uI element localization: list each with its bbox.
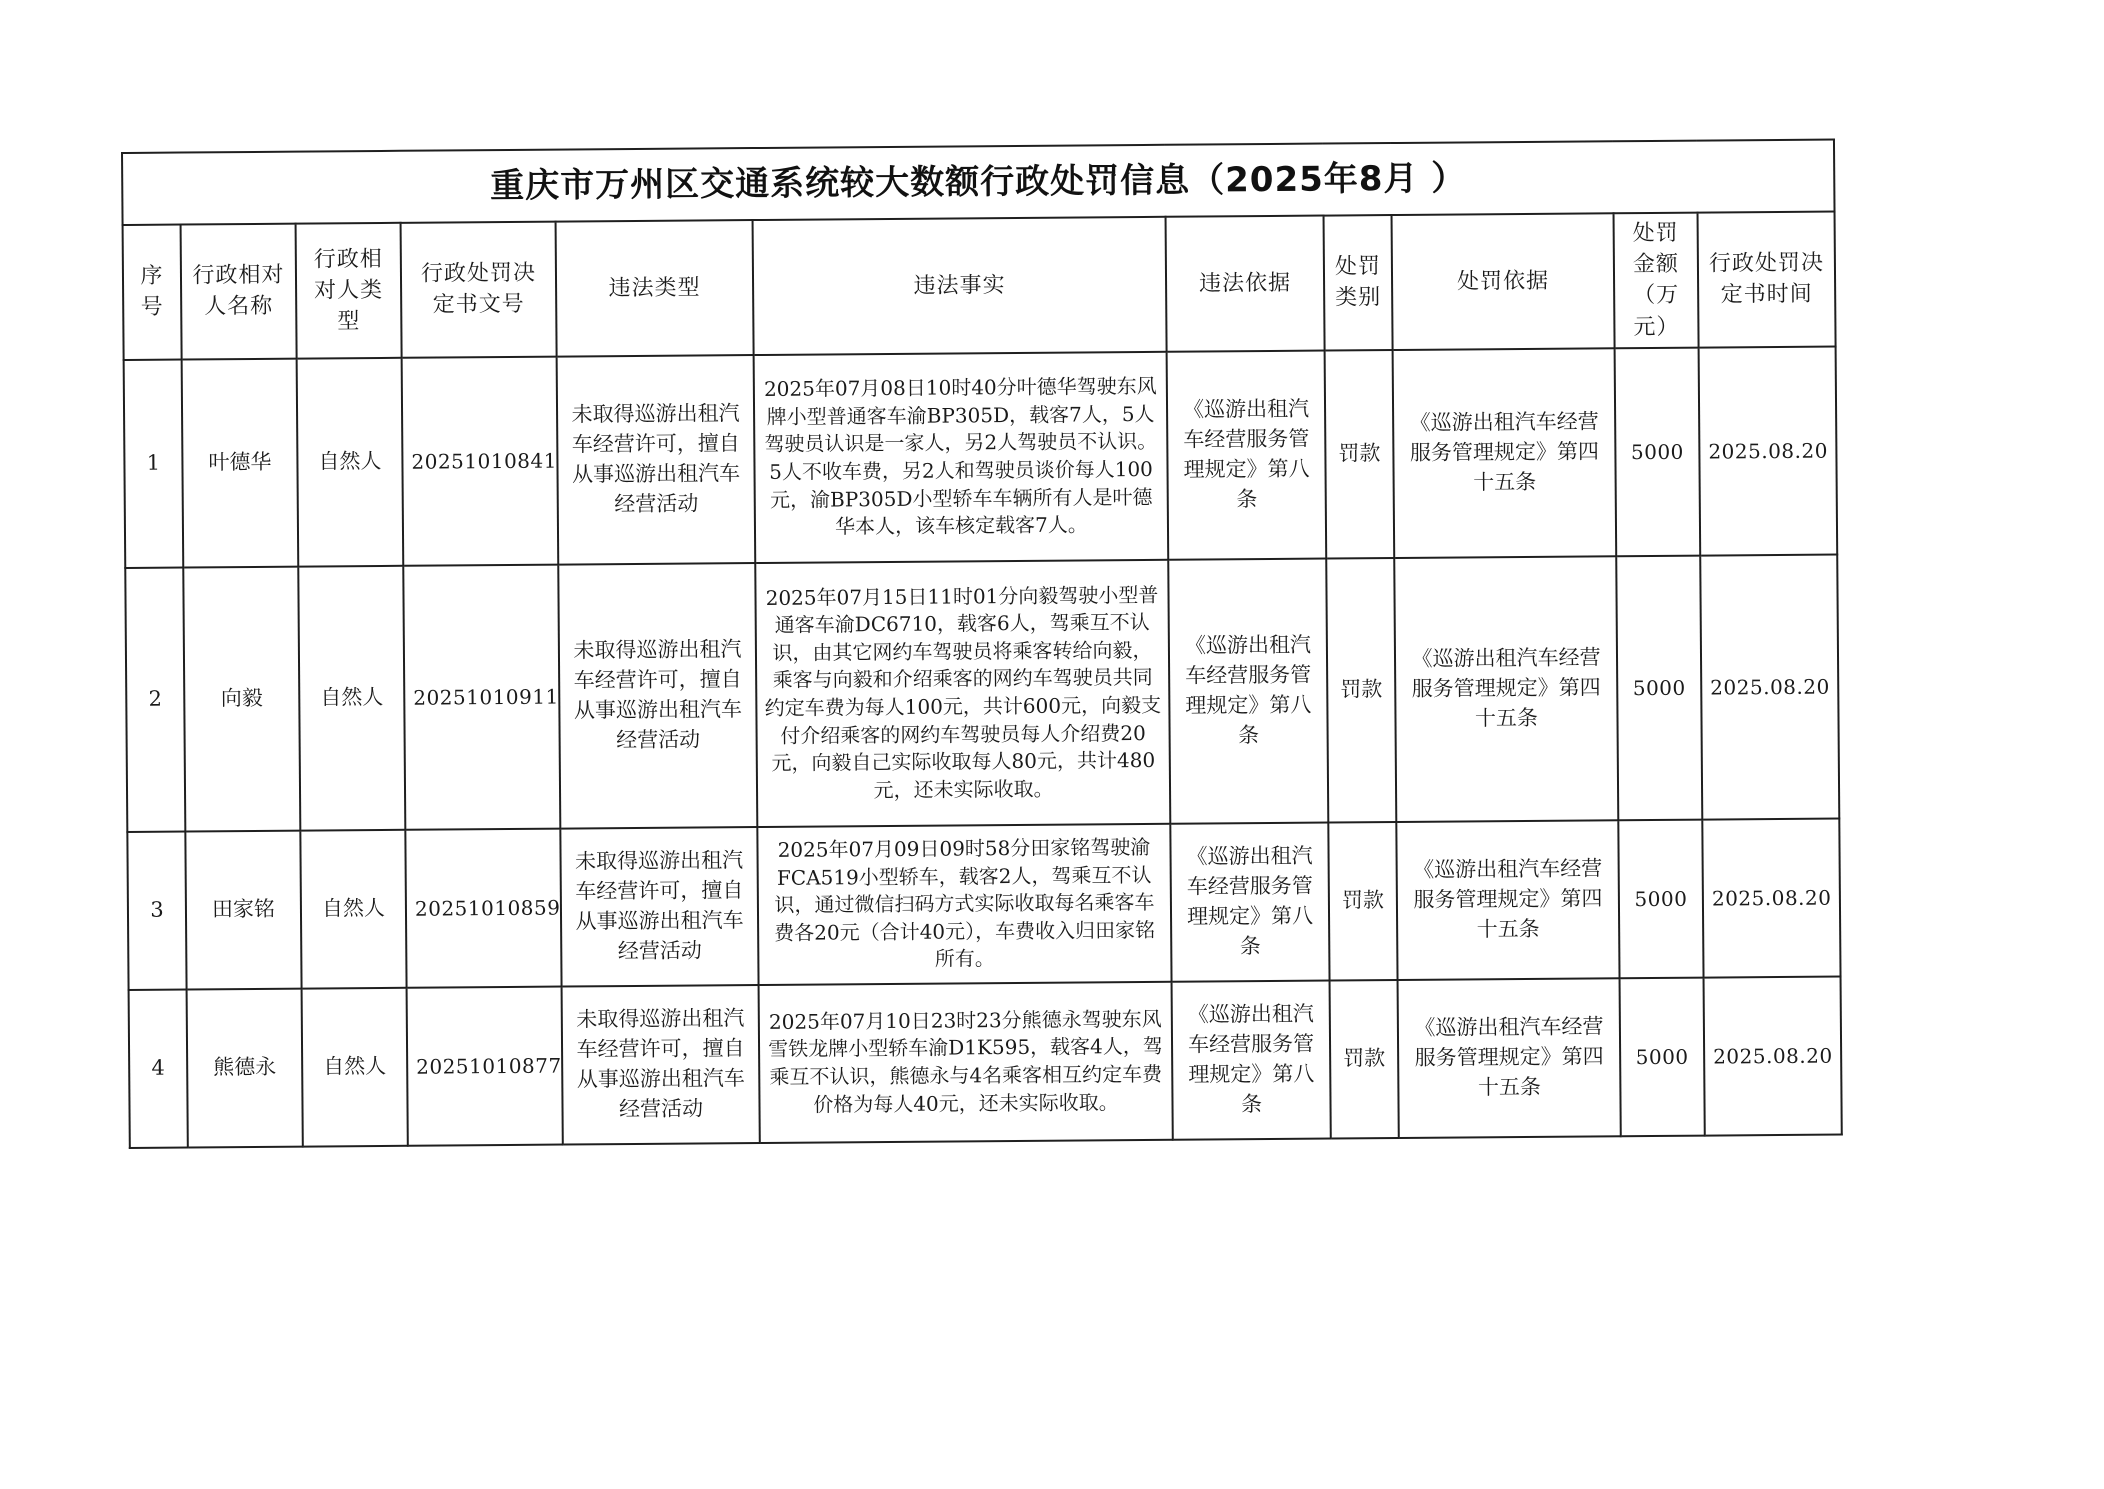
cell-penalty-basis: 《巡游出租汽车经营服务管理规定》第四十五条 bbox=[1396, 820, 1619, 980]
cell-penalty-basis: 《巡游出租汽车经营服务管理规定》第四十五条 bbox=[1394, 556, 1618, 822]
cell-doc-no: 20251010877 bbox=[407, 987, 563, 1146]
cell-penalty-category: 罚款 bbox=[1326, 558, 1396, 823]
cell-facts: 2025年07月09日09时58分田家铭驾驶渝FCA519小型轿车，载客2人，驾乘互不认识，通过微信扫码方式实际收取每名乘客车费各20元（合计40元），车费收入归田家铭所有。 bbox=[757, 824, 1171, 985]
cell-no: 1 bbox=[124, 359, 184, 567]
cell-penalty-basis: 《巡游出租汽车经营服务管理规定》第四十五条 bbox=[1398, 978, 1621, 1138]
header-penalty-category: 处罚类别 bbox=[1324, 215, 1393, 350]
header-legal-basis: 违法依据 bbox=[1166, 216, 1325, 352]
cell-doc-no: 20251010841 bbox=[402, 357, 559, 566]
header-no: 序号 bbox=[123, 225, 182, 360]
header-type: 行政相对人类型 bbox=[296, 223, 402, 359]
cell-date: 2025.08.20 bbox=[1704, 976, 1842, 1135]
cell-legal-basis: 《巡游出租汽车经营服务管理规定》第八条 bbox=[1168, 558, 1328, 823]
cell-doc-no: 20251010911 bbox=[403, 565, 560, 830]
cell-type: 自然人 bbox=[297, 358, 404, 567]
header-date: 行政处罚决定书时间 bbox=[1698, 212, 1836, 348]
cell-facts: 2025年07月08日10时40分叶德华驾驶东风牌小型普通客车渝BP305D，载客7人，5人驾驶员认识是一家人，另2人驾驶员不认识。5人不收车费，另2人和驾驶员谈价每人100元，渝BP305D小型轿车车辆所有人是叶德华本人，该车核定载客7人。 bbox=[754, 352, 1169, 563]
cell-penalty-category: 罚款 bbox=[1330, 980, 1399, 1139]
cell-violation-type: 未取得巡游出租汽车经营许可，擅自从事巡游出租汽车经营活动 bbox=[557, 355, 756, 565]
cell-legal-basis: 《巡游出租汽车经营服务管理规定》第八条 bbox=[1167, 350, 1327, 559]
cell-penalty-category: 罚款 bbox=[1325, 350, 1395, 559]
cell-amount: 5000 bbox=[1620, 978, 1705, 1137]
table-row bbox=[127, 818, 1840, 989]
cell-legal-basis: 《巡游出租汽车经营服务管理规定》第八条 bbox=[1170, 822, 1329, 981]
table-header-row bbox=[123, 212, 1836, 360]
header-penalty-basis: 处罚依据 bbox=[1392, 213, 1615, 350]
cell-date: 2025.08.20 bbox=[1699, 346, 1838, 555]
cell-penalty-category: 罚款 bbox=[1328, 822, 1397, 981]
cell-type: 自然人 bbox=[302, 988, 408, 1147]
cell-no: 4 bbox=[129, 989, 188, 1147]
cell-amount: 5000 bbox=[1616, 556, 1702, 821]
cell-no: 3 bbox=[127, 831, 186, 989]
penalty-table-wrapper bbox=[121, 139, 1841, 1149]
document-title: 重庆市万州区交通系统较大数额行政处罚信息（2025年8月 ） bbox=[122, 140, 1835, 225]
cell-name: 叶德华 bbox=[182, 359, 299, 568]
table-row bbox=[124, 346, 1838, 567]
cell-violation-type: 未取得巡游出租汽车经营许可，擅自从事巡游出租汽车经营活动 bbox=[560, 827, 758, 987]
cell-type: 自然人 bbox=[300, 830, 406, 989]
cell-legal-basis: 《巡游出租汽车经营服务管理规定》第八条 bbox=[1172, 980, 1331, 1139]
header-amount: 处罚金额（万元） bbox=[1614, 213, 1699, 349]
cell-type: 自然人 bbox=[298, 566, 405, 831]
cell-name: 向毅 bbox=[183, 567, 300, 832]
cell-facts: 2025年07月10日23时23分熊德永驾驶东风雪铁龙牌小型轿车渝D1K595，载客4人，驾乘互不认识，熊德永与4名乘客相互约定车费价格为每人40元，还未实际收取。 bbox=[759, 982, 1173, 1143]
cell-penalty-basis: 《巡游出租汽车经营服务管理规定》第四十五条 bbox=[1393, 348, 1617, 558]
table-row bbox=[129, 976, 1842, 1147]
penalty-table bbox=[121, 139, 1843, 1149]
header-facts: 违法事实 bbox=[753, 217, 1167, 355]
header-name: 行政相对人名称 bbox=[181, 224, 297, 360]
cell-amount: 5000 bbox=[1615, 348, 1701, 557]
cell-name: 熊德永 bbox=[187, 989, 303, 1148]
cell-name: 田家铭 bbox=[185, 831, 301, 990]
cell-violation-type: 未取得巡游出租汽车经营许可，擅自从事巡游出租汽车经营活动 bbox=[558, 563, 757, 829]
cell-doc-no: 20251010859 bbox=[405, 829, 561, 988]
cell-date: 2025.08.20 bbox=[1702, 818, 1840, 977]
cell-violation-type: 未取得巡游出租汽车经营许可，擅自从事巡游出租汽车经营活动 bbox=[562, 985, 760, 1145]
table-row bbox=[125, 554, 1839, 831]
cell-date: 2025.08.20 bbox=[1700, 554, 1839, 819]
header-violation-type: 违法类型 bbox=[556, 220, 754, 356]
header-doc-no: 行政处罚决定书文号 bbox=[401, 222, 557, 358]
cell-facts: 2025年07月15日11时01分向毅驾驶小型普通客车渝DC6710，载客6人，驾乘互不认识，由其它网约车驾驶员将乘客转给向毅，乘客与向毅和介绍乘客的网约车驾驶员共同约定车费为每人100元，共计600元，向毅支付介绍乘客的网约车驾驶员每人介绍费20元，向毅自己实际收取每人80元，共计480元，还未实际收取。 bbox=[755, 560, 1170, 827]
cell-no: 2 bbox=[125, 567, 185, 831]
cell-amount: 5000 bbox=[1618, 820, 1703, 979]
